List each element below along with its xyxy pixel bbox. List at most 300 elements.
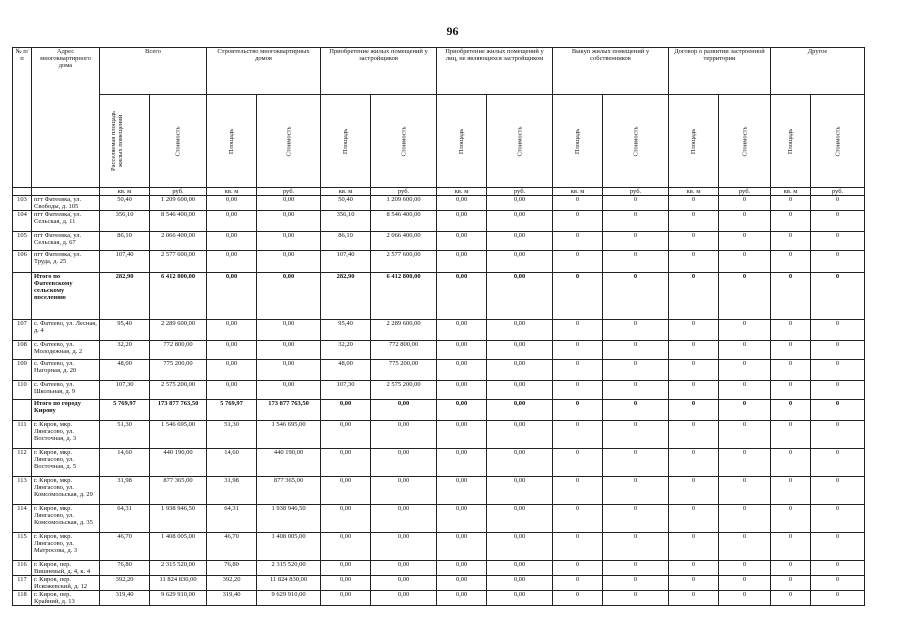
row-address: пгт Фатеевка, ул. Сельская, д. 11 [32, 211, 100, 232]
row-value: 0 [771, 533, 811, 561]
row-value: 2 575 200,00 [371, 381, 437, 400]
row-value: 0 [603, 505, 669, 533]
row-value: 11 824 830,00 [257, 576, 321, 591]
row-value: 0,00 [487, 561, 553, 576]
row-value: 86,10 [100, 232, 150, 251]
row-number: 109 [13, 360, 32, 381]
row-value: 0,00 [487, 211, 553, 232]
row-value: 0 [771, 505, 811, 533]
row-address: с. Фатеево, ул. Школьная, д. 9 [32, 381, 100, 400]
table-body [13, 196, 865, 606]
subheader-area: Площадь [771, 95, 811, 188]
row-value: 319,40 [207, 591, 257, 606]
row-value: 64,31 [100, 505, 150, 533]
header-row-groups [13, 48, 865, 95]
row-value: 64,31 [207, 505, 257, 533]
row-value: 0 [669, 561, 719, 576]
row-value: 0 [553, 421, 603, 449]
row-value: 0,00 [437, 533, 487, 561]
row-value: 1 938 946,50 [257, 505, 321, 533]
row-address: пгт Фатеевка, ул. Сельская, д. 67 [32, 232, 100, 251]
row-value: 0,00 [437, 211, 487, 232]
subheader-cost: Стоимость [487, 95, 553, 188]
row-value: 0 [603, 232, 669, 251]
row-value: 0 [719, 533, 771, 561]
row-value: 0 [719, 421, 771, 449]
row-value: 2 575 200,00 [150, 381, 207, 400]
row-address: пгт Фатеевка, ул. Свободы, д. 105 [32, 196, 100, 211]
row-value: 0,00 [257, 211, 321, 232]
row-value: 5 769,97 [207, 400, 257, 421]
row-value: 0 [811, 400, 865, 421]
row-value: 0 [719, 591, 771, 606]
row-value: 0,00 [371, 421, 437, 449]
row-value: 0 [719, 273, 771, 320]
row-value: 0,00 [257, 251, 321, 273]
row-value: 14,60 [207, 449, 257, 477]
row-address: пгт Фатеевка, ул. Труда, д. 25 [32, 251, 100, 273]
header-group-purchase-developer: Приобретение жилых помещений у застройщиков [321, 48, 437, 95]
row-value: 0,00 [437, 360, 487, 381]
row-value: 0,00 [437, 400, 487, 421]
row-number: 116 [13, 561, 32, 576]
row-address: Итого по Фатеевскому сельскому поселению [32, 273, 100, 320]
row-value: 0 [719, 477, 771, 505]
housing-resettlement-table [12, 47, 865, 606]
row-value: 0,00 [257, 196, 321, 211]
row-value: 32,20 [321, 341, 371, 360]
row-value: 86,10 [321, 232, 371, 251]
row-value: 877 365,00 [257, 477, 321, 505]
row-value: 0 [669, 421, 719, 449]
unit-label: кв. м [437, 188, 487, 196]
row-value: 0 [603, 211, 669, 232]
row-value: 0 [719, 505, 771, 533]
table-row [13, 196, 865, 211]
row-value: 0 [811, 591, 865, 606]
row-value: 51,30 [207, 421, 257, 449]
row-value: 0,00 [487, 591, 553, 606]
subheader-area: Площадь [553, 95, 603, 188]
row-value: 0 [669, 360, 719, 381]
row-value: 0 [669, 341, 719, 360]
units-blank [32, 188, 100, 196]
row-value: 0 [771, 360, 811, 381]
row-value: 0 [553, 381, 603, 400]
row-value: 0,00 [207, 360, 257, 381]
row-value: 95,40 [100, 320, 150, 341]
row-value: 0 [811, 421, 865, 449]
row-value: 0,00 [437, 449, 487, 477]
row-value: 0 [603, 400, 669, 421]
row-value: 0,00 [371, 561, 437, 576]
row-value: 0,00 [321, 421, 371, 449]
row-value: 0,00 [437, 251, 487, 273]
unit-label: руб. [150, 188, 207, 196]
row-value: 356,10 [100, 211, 150, 232]
row-number: 107 [13, 320, 32, 341]
row-number: 106 [13, 251, 32, 273]
row-value: 0 [719, 360, 771, 381]
row-value: 2 315 520,00 [150, 561, 207, 576]
subheader-area: Площадь [207, 95, 257, 188]
row-value: 0 [669, 232, 719, 251]
header-group-buyout: Выкуп жилых помещений у собственников [553, 48, 669, 95]
row-address: г. Киров, мкр. Лянгасово, ул. Матросова, д. 3 [32, 533, 100, 561]
row-address: Итого по городу Кирову [32, 400, 100, 421]
total-row [13, 273, 865, 320]
row-value: 0,00 [371, 477, 437, 505]
row-value: 76,80 [207, 561, 257, 576]
row-value: 0 [603, 449, 669, 477]
table-row [13, 211, 865, 232]
row-value: 0 [669, 449, 719, 477]
row-address: с. Фатеево, ул. Лесная, д. 4 [32, 320, 100, 341]
row-value: 0 [811, 211, 865, 232]
subheader-cost: Стоимость [150, 95, 207, 188]
page-number: 96 [446, 24, 459, 38]
row-value: 1 408 005,00 [257, 533, 321, 561]
subheader-area: Площадь [669, 95, 719, 188]
row-number [13, 400, 32, 421]
row-value: 2 066 400,00 [150, 232, 207, 251]
row-value: 0 [553, 251, 603, 273]
row-value: 0,00 [207, 341, 257, 360]
row-value: 0,00 [257, 360, 321, 381]
row-value: 0,00 [487, 196, 553, 211]
row-value: 0,00 [371, 533, 437, 561]
row-value: 0,00 [487, 341, 553, 360]
row-value: 0 [553, 273, 603, 320]
row-value: 0 [811, 232, 865, 251]
row-value: 0,00 [207, 273, 257, 320]
row-value: 0 [553, 477, 603, 505]
header-row-units [13, 188, 865, 196]
row-value: 282,90 [321, 273, 371, 320]
row-value: 0 [603, 421, 669, 449]
row-value: 0,00 [321, 449, 371, 477]
row-value: 8 546 400,00 [371, 211, 437, 232]
row-value: 775 200,00 [150, 360, 207, 381]
table-row [13, 591, 865, 606]
row-value: 0,00 [257, 273, 321, 320]
table-row [13, 477, 865, 505]
row-value: 0 [553, 196, 603, 211]
row-value: 1 938 946,50 [150, 505, 207, 533]
row-value: 0 [771, 576, 811, 591]
row-value: 0,00 [321, 477, 371, 505]
table-row [13, 360, 865, 381]
row-value: 0,00 [207, 381, 257, 400]
row-address: с. Фатеево, ул. Молодежная, д. 2 [32, 341, 100, 360]
unit-label: кв. м [771, 188, 811, 196]
row-value: 0 [553, 232, 603, 251]
row-value: 107,30 [100, 381, 150, 400]
table-row [13, 251, 865, 273]
row-value: 0 [553, 360, 603, 381]
row-value: 0 [553, 449, 603, 477]
row-number: 110 [13, 381, 32, 400]
row-value: 0,00 [207, 232, 257, 251]
row-value: 0 [771, 232, 811, 251]
row-value: 0 [771, 251, 811, 273]
row-value: 2 315 520,00 [257, 561, 321, 576]
row-value: 0,00 [257, 320, 321, 341]
row-value: 0 [811, 341, 865, 360]
row-value: 1 209 600,00 [150, 196, 207, 211]
row-address: г. Киров, мкр. Лянгасово, ул. Комсомольская, д. 35 [32, 505, 100, 533]
row-value: 0,00 [371, 591, 437, 606]
row-value: 0 [719, 320, 771, 341]
row-value: 0 [669, 576, 719, 591]
row-value: 0,00 [437, 320, 487, 341]
row-value: 0 [553, 341, 603, 360]
subheader-cost: Стоимость [371, 95, 437, 188]
header-num: № п/п [13, 48, 32, 188]
row-value: 0,00 [207, 320, 257, 341]
row-value: 0,00 [321, 400, 371, 421]
row-value: 107,40 [321, 251, 371, 273]
row-value: 5 769,97 [100, 400, 150, 421]
table-row [13, 421, 865, 449]
row-value: 0 [719, 232, 771, 251]
row-address: г. Киров, мкр. Лянгасово, ул. Комсомольская, д. 29 [32, 477, 100, 505]
table-row [13, 505, 865, 533]
row-value: 46,70 [100, 533, 150, 561]
subheader-resettled-area: Расселяемая площадь жилых помещений [100, 95, 150, 188]
row-value: 0,00 [487, 449, 553, 477]
row-value: 0 [811, 561, 865, 576]
row-value: 0 [669, 320, 719, 341]
row-value: 173 877 763,50 [150, 400, 207, 421]
table-row [13, 533, 865, 561]
units-blank [13, 188, 32, 196]
row-value: 0 [811, 196, 865, 211]
row-value: 0 [719, 211, 771, 232]
row-value: 2 577 600,00 [150, 251, 207, 273]
row-value: 51,30 [100, 421, 150, 449]
row-value: 0 [603, 477, 669, 505]
row-value: 0 [771, 477, 811, 505]
row-value: 0 [669, 273, 719, 320]
row-value: 0 [771, 591, 811, 606]
row-address: г. Киров, мкр. Лянгасово, ул. Восточная, д. 3 [32, 421, 100, 449]
row-value: 0 [811, 505, 865, 533]
row-value: 50,40 [100, 196, 150, 211]
row-value: 14,60 [100, 449, 150, 477]
row-value: 0 [719, 449, 771, 477]
unit-label: руб. [719, 188, 771, 196]
row-value: 6 412 800,00 [150, 273, 207, 320]
unit-label: руб. [257, 188, 321, 196]
row-value: 0,00 [321, 591, 371, 606]
row-value: 0 [603, 320, 669, 341]
row-value: 0,00 [487, 400, 553, 421]
row-value: 0 [669, 533, 719, 561]
row-value: 0,00 [437, 381, 487, 400]
row-value: 0 [771, 320, 811, 341]
row-value: 173 877 763,50 [257, 400, 321, 421]
row-value: 1 546 695,00 [150, 421, 207, 449]
header-group-construction: Строительство многоквартирных домов [207, 48, 321, 95]
row-value: 319,40 [100, 591, 150, 606]
row-value: 0 [669, 211, 719, 232]
row-value: 0,00 [487, 360, 553, 381]
subheader-area: Площадь [321, 95, 371, 188]
row-value: 2 577 600,00 [371, 251, 437, 273]
row-value: 0,00 [437, 576, 487, 591]
table-row [13, 232, 865, 251]
row-value: 0 [603, 273, 669, 320]
subheader-cost: Стоимость [257, 95, 321, 188]
row-value: 0,00 [257, 232, 321, 251]
row-value: 2 289 600,00 [371, 320, 437, 341]
row-value: 0 [669, 477, 719, 505]
row-value: 772 800,00 [371, 341, 437, 360]
row-value: 107,40 [100, 251, 150, 273]
row-number: 118 [13, 591, 32, 606]
subheader-cost: Стоимость [811, 95, 865, 188]
row-value: 0 [603, 576, 669, 591]
row-value: 0,00 [257, 381, 321, 400]
row-value: 0,00 [321, 576, 371, 591]
row-value: 0 [553, 576, 603, 591]
row-value: 8 546 400,00 [150, 211, 207, 232]
row-value: 0 [603, 196, 669, 211]
row-value: 0 [811, 360, 865, 381]
row-value: 0,00 [437, 505, 487, 533]
row-value: 0,00 [437, 561, 487, 576]
header-group-development-contract: Договор о развитии застроенной территории [669, 48, 771, 95]
row-value: 0 [771, 449, 811, 477]
row-value: 0 [553, 320, 603, 341]
row-number [13, 273, 32, 320]
unit-label: кв. м [207, 188, 257, 196]
subheader-cost: Стоимость [603, 95, 669, 188]
row-number: 114 [13, 505, 32, 533]
subheader-area: Площадь [437, 95, 487, 188]
row-value: 11 824 830,00 [150, 576, 207, 591]
row-value: 0 [553, 533, 603, 561]
row-value: 440 190,00 [257, 449, 321, 477]
row-number: 113 [13, 477, 32, 505]
row-value: 0,00 [487, 477, 553, 505]
row-value: 0,00 [487, 273, 553, 320]
row-value: 0 [603, 381, 669, 400]
header-group-other: Другое [771, 48, 865, 95]
row-value: 0 [553, 211, 603, 232]
row-value: 0,00 [437, 477, 487, 505]
table-row [13, 449, 865, 477]
row-number: 112 [13, 449, 32, 477]
row-number: 111 [13, 421, 32, 449]
row-value: 0,00 [487, 533, 553, 561]
row-value: 0,00 [437, 232, 487, 251]
row-address: г. Киров, пер. Крайний, д. 13 [32, 591, 100, 606]
row-value: 0 [771, 421, 811, 449]
unit-label: руб. [371, 188, 437, 196]
row-value: 0 [603, 341, 669, 360]
row-value: 2 066 400,00 [371, 232, 437, 251]
row-value: 0 [811, 449, 865, 477]
unit-label: руб. [487, 188, 553, 196]
row-value: 0 [719, 381, 771, 400]
row-value: 0 [603, 360, 669, 381]
row-value: 0,00 [437, 421, 487, 449]
row-value: 0 [811, 381, 865, 400]
row-value: 0 [669, 505, 719, 533]
subheader-cost: Стоимость [719, 95, 771, 188]
row-value: 0 [719, 341, 771, 360]
row-value: 46,70 [207, 533, 257, 561]
row-value: 356,10 [321, 211, 371, 232]
table-row [13, 381, 865, 400]
row-value: 0,00 [321, 533, 371, 561]
row-value: 0 [719, 561, 771, 576]
row-value: 48,00 [100, 360, 150, 381]
unit-label: кв. м [100, 188, 150, 196]
row-value: 0 [771, 381, 811, 400]
row-value: 0 [669, 400, 719, 421]
row-value: 0,00 [437, 273, 487, 320]
table-row [13, 320, 865, 341]
row-value: 32,20 [100, 341, 150, 360]
row-value: 0 [719, 576, 771, 591]
table-row [13, 341, 865, 360]
header-row-subcolumns [13, 95, 865, 188]
table-row [13, 576, 865, 591]
row-value: 0,00 [437, 341, 487, 360]
row-value: 0 [811, 251, 865, 273]
row-value: 1 546 695,00 [257, 421, 321, 449]
row-value: 0 [603, 251, 669, 273]
unit-label: кв. м [321, 188, 371, 196]
row-address: с. Фатеево, ул. Нагорная, д. 20 [32, 360, 100, 381]
row-value: 0,00 [371, 400, 437, 421]
row-value: 0 [771, 561, 811, 576]
row-value: 0,00 [207, 196, 257, 211]
row-value: 0,00 [321, 505, 371, 533]
row-value: 31,98 [100, 477, 150, 505]
row-value: 0 [719, 196, 771, 211]
row-value: 0,00 [487, 576, 553, 591]
row-value: 0,00 [257, 341, 321, 360]
row-value: 0 [553, 591, 603, 606]
row-value: 50,40 [321, 196, 371, 211]
row-value: 0 [719, 251, 771, 273]
row-value: 0 [771, 341, 811, 360]
row-value: 0 [603, 591, 669, 606]
row-value: 0,00 [487, 505, 553, 533]
row-number: 117 [13, 576, 32, 591]
row-value: 6 412 800,00 [371, 273, 437, 320]
row-value: 0,00 [437, 196, 487, 211]
row-value: 76,80 [100, 561, 150, 576]
row-value: 0,00 [321, 561, 371, 576]
row-value: 440 190,00 [150, 449, 207, 477]
row-number: 105 [13, 232, 32, 251]
row-value: 0,00 [207, 251, 257, 273]
row-value: 0 [771, 196, 811, 211]
row-value: 0 [771, 211, 811, 232]
row-value: 0,00 [487, 251, 553, 273]
header-group-purchase-non-developer: Приобретение жилых помещений у лиц, не являющихся застройщиком [437, 48, 553, 95]
row-address: г. Киров, пер. Вишневый, д. 4, к. 4 [32, 561, 100, 576]
row-value: 0 [603, 533, 669, 561]
row-value: 772 800,00 [150, 341, 207, 360]
row-value: 107,30 [321, 381, 371, 400]
row-value: 0 [669, 381, 719, 400]
